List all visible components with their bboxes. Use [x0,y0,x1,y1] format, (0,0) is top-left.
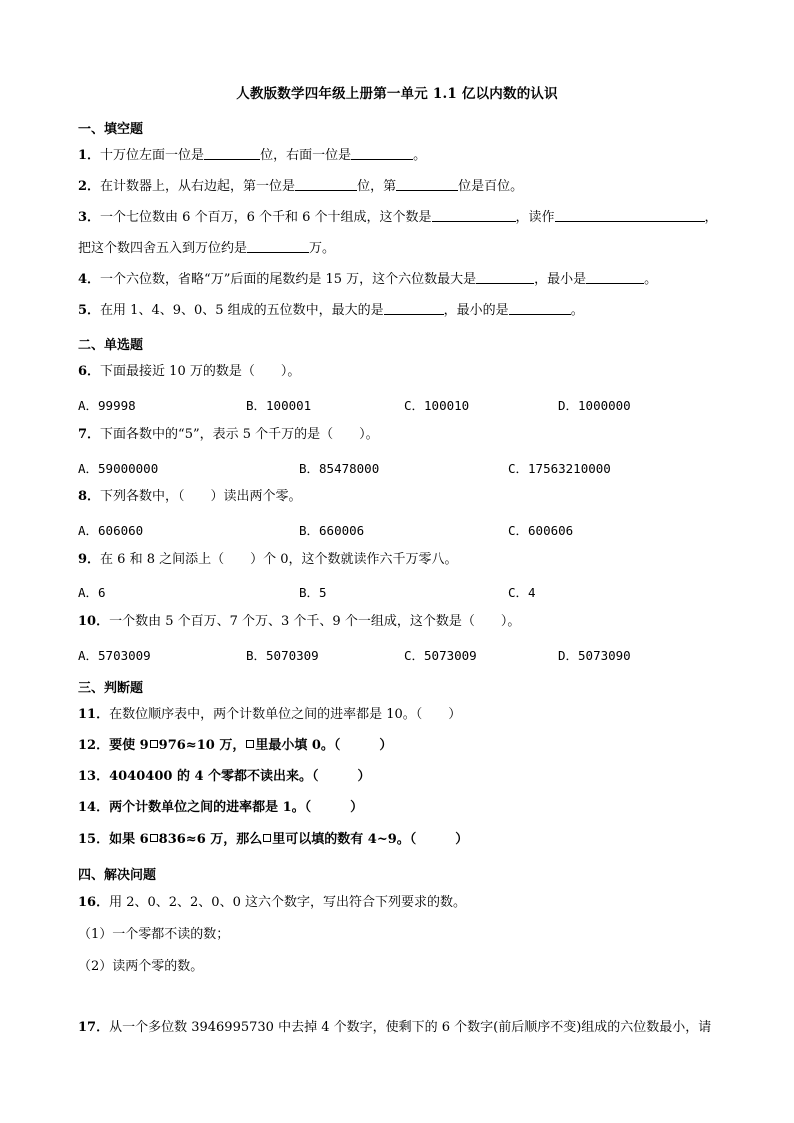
question-number: 13． [78,769,110,784]
question-7 [78,426,379,444]
question-text: ，读作 [515,210,555,225]
question-text: 下面最接近 10 万的数是（ ）。 [100,364,301,379]
option-d[interactable]: D．1000000 [558,398,631,413]
answer-blank[interactable] [432,208,516,222]
option-b[interactable]: B．5070309 [246,648,319,663]
question-text: ， [704,210,718,225]
question-number: 16． [78,895,110,910]
question-13 [78,768,371,786]
question-4 [78,270,657,289]
option-a[interactable]: A．606060 [78,523,144,538]
answer-blank[interactable] [204,146,260,160]
question-text: 把这个数四舍五入到万位约是 [78,241,248,256]
question-11 [78,706,461,724]
question-5 [78,301,584,320]
question-text: 在 6 和 8 之间添上（ ）个 0，这个数就读作六千万零八。 [100,552,458,567]
question-number: 11． [78,707,110,722]
option-a[interactable]: A．59000000 [78,461,159,476]
question-8 [78,488,302,506]
question-text: 万。 [309,241,336,256]
option-a[interactable]: A．99998 [78,398,136,413]
answer-blank[interactable] [555,208,705,222]
question-text: 要使 9 [109,738,149,753]
option-c[interactable]: C．4 [508,585,536,600]
question-text: 。 [413,148,427,163]
question-text: 下面各数中的“5”，表示 5 个千万的是（ ）。 [100,427,379,442]
answer-blank[interactable] [586,270,644,284]
question-text: 4040400 的 4 个零都不读出来。（ ） [109,769,371,784]
question-number: 14． [78,800,110,815]
box-icon [246,740,254,748]
question-text: 位，第 [357,179,397,194]
option-a[interactable]: A．6 [78,585,106,600]
answer-blank[interactable] [351,146,413,160]
question-3 [78,208,718,227]
answer-blank[interactable] [509,301,571,315]
question-16-part-1: （1）一个零都不读的数； [78,927,230,942]
question-text: 一个七位数由 6 个百万，6 个千和 6 个十组成，这个数是 [100,210,432,225]
question-text: 下列各数中，（ ）读出两个零。 [100,489,302,504]
box-icon [150,740,158,748]
box-icon [263,834,271,842]
question-text: 十万位左面一位是 [100,148,205,163]
question-15 [78,831,468,849]
question-number: 5． [78,303,101,318]
option-b[interactable]: B．100001 [246,398,312,413]
option-b[interactable]: B．660006 [299,523,365,538]
option-a[interactable]: A．5703009 [78,648,151,663]
question-2 [78,177,523,196]
question-text: 976≈10 万， [158,738,246,753]
question-1 [78,146,426,165]
question-text: 在用 1、4、9、0、5 组成的五位数中，最大的是 [100,303,384,318]
question-text: 用 2、0、2、2、0、0 这六个数字，写出符合下列要求的数。 [109,895,466,910]
question-16-part-2: （2）读两个零的数。 [78,959,204,974]
question-text: 位，右面一位是 [260,148,352,163]
question-number: 9． [78,552,101,567]
question-number: 8． [78,489,101,504]
section-heading-true-false: 三、判断题 [78,681,144,696]
section-heading-fill-in: 一、填空题 [78,122,144,137]
question-number: 2． [78,179,101,194]
question-16 [78,894,466,912]
answer-blank[interactable] [247,239,309,253]
option-d[interactable]: D．5073090 [558,648,631,663]
question-text: 一个六位数，省略“万”后面的尾数约是 15 万，这个六位数最大是 [100,272,477,287]
page-title: 人教版数学四年级上册第一单元 1.1 亿以内数的认识 [236,86,558,102]
box-icon [150,834,158,842]
question-text: 里最小填 0。（ ） [255,738,393,753]
answer-blank[interactable] [476,270,534,284]
question-text: 里可以填的数有 4~9。（ ） [272,832,469,847]
question-number: 17． [78,1020,110,1035]
answer-blank[interactable] [384,301,444,315]
question-17 [78,1019,711,1037]
question-text: 位是百位。 [458,179,524,194]
option-c[interactable]: C．100010 [404,398,470,413]
question-number: 7． [78,427,101,442]
question-10 [78,613,520,631]
section-heading-single-choice: 二、单选题 [78,338,144,353]
question-number: 1． [78,148,101,163]
question-number: 3． [78,210,101,225]
question-9 [78,551,458,569]
option-b[interactable]: B．5 [299,585,327,600]
question-14 [78,799,363,817]
question-6 [78,363,300,381]
question-number: 15． [78,832,110,847]
question-number: 10． [78,614,110,629]
question-text: ，最小的是 [443,303,509,318]
question-text: ，最小是 [534,272,587,287]
question-text: 在数位顺序表中，两个计数单位之间的进率都是 10。（ ） [109,707,462,722]
question-text: 从一个多位数 3946995730 中去掉 4 个数字，使剩下的 6 个数字(前后顺序不变)组成的六位数最小，请 [109,1020,712,1035]
question-text: 一个数由 5 个百万、7 个万、3 个千、9 个一组成，这个数是（ ）。 [109,614,521,629]
question-text: 在计数器上，从右边起，第一位是 [100,179,296,194]
option-c[interactable]: C．5073009 [404,648,477,663]
question-number: 4． [78,272,101,287]
answer-blank[interactable] [295,177,357,191]
question-3-continued [78,239,335,258]
question-number: 6． [78,364,101,379]
answer-blank[interactable] [396,177,458,191]
section-heading-problem-solving: 四、解决问题 [78,868,157,883]
question-text: 如果 6 [109,832,149,847]
question-12 [78,737,392,755]
option-c[interactable]: C．600606 [508,523,574,538]
question-text: 两个计数单位之间的进率都是 1。（ ） [109,800,364,815]
question-text: 836≈6 万，那么 [158,832,263,847]
option-c[interactable]: C．17563210000 [508,461,611,476]
option-b[interactable]: B．85478000 [299,461,380,476]
question-number: 12． [78,738,110,753]
question-text: 。 [570,303,584,318]
question-text: 。 [644,272,658,287]
